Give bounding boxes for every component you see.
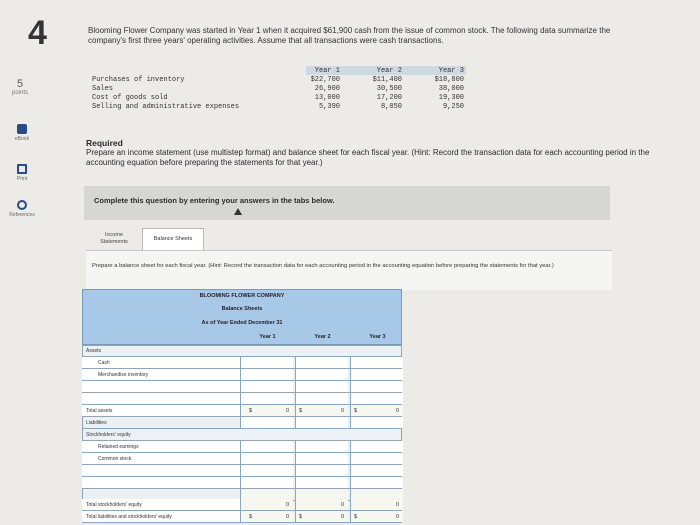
tab-label: Income (104, 232, 124, 238)
table-row (88, 103, 468, 112)
blank-year1-input[interactable] (240, 393, 293, 404)
cell: $11,400 (372, 76, 402, 84)
table-header-row (88, 67, 468, 76)
points-info (6, 78, 34, 96)
mouse-cursor-icon (234, 208, 242, 215)
cell: 17,200 (376, 94, 402, 102)
references-label: References (9, 212, 35, 218)
table-row (82, 477, 402, 489)
table-row (82, 417, 402, 429)
assets-heading: Assets (86, 348, 102, 354)
amount: 0 (340, 502, 344, 508)
tab-income-statements[interactable] (86, 228, 142, 250)
table-row (82, 453, 402, 465)
amount: 0 (395, 502, 399, 508)
table-row (82, 511, 402, 523)
year-header: Year 1 (259, 334, 276, 340)
references-link[interactable] (4, 200, 40, 218)
blank-year1-input[interactable] (240, 465, 293, 476)
cell: 26,900 (314, 85, 340, 93)
question-number: 4 (28, 14, 47, 52)
total-assets-year3 (350, 405, 403, 416)
table-row (88, 94, 468, 103)
total-le-year1 (240, 511, 293, 522)
cell: 13,000 (314, 94, 340, 102)
amount: 0 (395, 514, 399, 520)
retained-year2-input[interactable] (295, 441, 348, 452)
printer-icon (17, 164, 27, 174)
cash-year3-input[interactable] (350, 357, 403, 368)
year-header: Year 2 (314, 334, 331, 340)
question-intro: Blooming Flower Company was started in Year 1 when it acquired $61,900 cash from the issue of common stock. The following data summarize the company's first three years' operating activities. Assume that all transactions were cash transactions. (88, 26, 611, 45)
label-cell[interactable] (82, 393, 240, 404)
total-equity-label: Total stockholders' equity (86, 502, 142, 508)
references-icon (17, 200, 27, 210)
label-cell[interactable] (82, 477, 240, 488)
blank-year3-input[interactable] (350, 465, 403, 476)
amount: 0 (285, 514, 289, 520)
amount: 0 (285, 408, 289, 414)
tab-label: Statements (100, 238, 128, 245)
row-label: Purchases of inventory (92, 76, 185, 84)
liabilities-year1-input[interactable] (240, 417, 293, 428)
currency: $ (249, 514, 253, 520)
col-header: Year 1 (314, 67, 340, 75)
print-label: Print (16, 176, 28, 182)
required-section (86, 138, 656, 168)
blank-year2-input[interactable] (295, 393, 348, 404)
ebook-label: eBook (14, 136, 30, 142)
total-equity-year1 (240, 499, 293, 510)
total-le-year2 (295, 511, 348, 522)
table-row (88, 85, 468, 94)
retained-earnings-label: Retained earnings (98, 444, 139, 450)
common-stock-label: Common stock (98, 456, 132, 462)
required-heading: Required (86, 138, 123, 148)
amount: 0 (340, 514, 344, 520)
table-row (82, 429, 402, 441)
total-assets-label: Total assets (86, 408, 113, 414)
currency: $ (299, 408, 303, 414)
liabilities-year2-input[interactable] (295, 417, 348, 428)
year-header: Year 3 (369, 334, 386, 340)
table-row (82, 393, 402, 405)
cell: $18,800 (434, 76, 464, 84)
blank-year2-input[interactable] (295, 465, 348, 476)
total-assets-year1 (240, 405, 293, 416)
col-header: Year 2 (376, 67, 402, 75)
table-row (82, 357, 402, 369)
table-row (82, 369, 402, 381)
cash-label: Cash (98, 360, 110, 366)
statement-period: As of Year Ended December 31 (201, 320, 283, 326)
statement-title: Balance Sheets (221, 306, 263, 312)
cash-year2-input[interactable] (295, 357, 348, 368)
merchandise-label: Merchandise inventory (98, 372, 149, 378)
total-equity-year2 (295, 499, 348, 510)
amount: 0 (395, 408, 399, 414)
cash-year1-input[interactable] (240, 357, 293, 368)
ebook-link[interactable] (4, 124, 40, 142)
retained-year1-input[interactable] (240, 441, 293, 452)
common-year1-input[interactable] (240, 453, 293, 464)
table-row (82, 345, 402, 357)
table-row (88, 76, 468, 85)
cell: 30,500 (376, 85, 402, 93)
points-label: points (11, 90, 28, 96)
currency: $ (354, 514, 358, 520)
table-row (82, 381, 402, 393)
table-row (82, 405, 402, 417)
liabilities-heading: Liabilities (86, 420, 107, 426)
cell: 19,300 (438, 94, 464, 102)
cell: 8,050 (380, 103, 402, 111)
required-text: Prepare an income statement (use multistep format) and balance sheet for each fiscal year. (Hint: Record the transaction data for each accounting period in the accounting equation before preparing the statements for that year.) (86, 148, 650, 167)
currency: $ (299, 514, 303, 520)
liabilities-year3-input[interactable] (350, 417, 403, 428)
prepare-instructions: Prepare a balance sheet for each fiscal year. (Hint: Record the transaction data for each accounting period in the accounting equation before preparing the statements for that year.) (92, 263, 554, 269)
cell: $22,700 (310, 76, 340, 84)
blank-year3-input[interactable] (350, 381, 403, 392)
equity-heading: Stockholders' equity (86, 432, 131, 438)
blank-year1-input[interactable] (240, 477, 293, 488)
cell: 38,000 (438, 85, 464, 93)
merchandise-year1-input[interactable] (240, 369, 293, 380)
common-year3-input[interactable] (350, 453, 403, 464)
cell: 5,390 (318, 103, 340, 111)
tab-balance-sheets[interactable]: Balance Sheets (142, 228, 204, 250)
total-le-label: Total liabilities and stockholders' equity (86, 514, 172, 520)
merchandise-year2-input[interactable] (295, 369, 348, 380)
table-row (82, 465, 402, 477)
retained-year3-input[interactable] (350, 441, 403, 452)
blank-year3-input[interactable] (350, 477, 403, 488)
book-icon (17, 124, 27, 134)
amount: 0 (285, 502, 289, 508)
label-cell[interactable] (82, 381, 240, 392)
points-value: 5 (16, 78, 24, 90)
currency: $ (249, 408, 253, 414)
blank-year1-input[interactable] (240, 381, 293, 392)
company-name: BLOOMING FLOWER COMPANY (199, 293, 285, 299)
total-assets-year2 (295, 405, 348, 416)
merchandise-year3-input[interactable] (350, 369, 403, 380)
blank-year2-input[interactable] (295, 381, 348, 392)
label-cell[interactable] (82, 465, 240, 476)
table-row (82, 499, 402, 511)
col-header: Year 3 (438, 67, 464, 75)
blank-year2-input[interactable] (295, 477, 348, 488)
row-label: Selling and administrative expenses (92, 103, 240, 111)
row-label: Sales (92, 85, 114, 93)
cell: 9,250 (442, 103, 464, 111)
complete-banner: Complete this question by entering your answers in the tabs below. (84, 186, 610, 220)
table-row (82, 441, 402, 453)
total-le-year3 (350, 511, 403, 522)
row-label: Cost of goods sold (92, 94, 168, 102)
common-year2-input[interactable] (295, 453, 348, 464)
amount: 0 (340, 408, 344, 414)
currency: $ (354, 408, 358, 414)
blank-year3-input[interactable] (350, 393, 403, 404)
total-equity-year3 (350, 499, 403, 510)
print-link[interactable] (4, 164, 40, 182)
